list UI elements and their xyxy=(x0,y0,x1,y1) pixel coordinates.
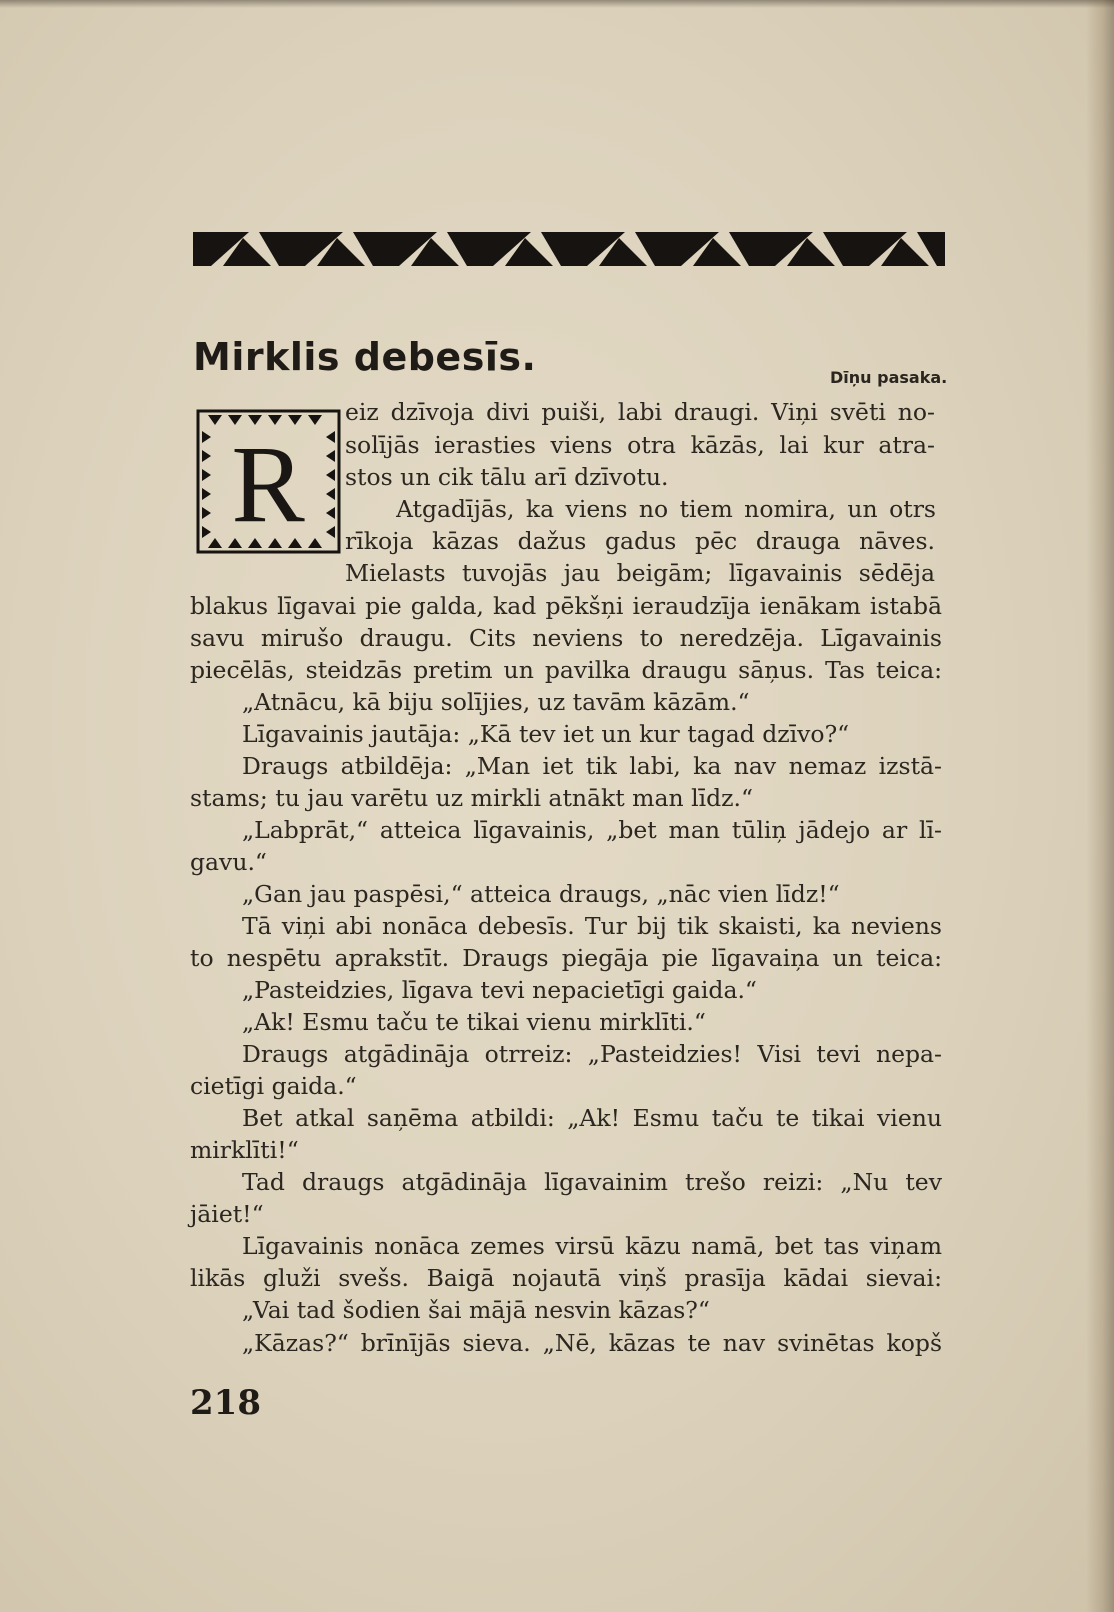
text-line: „Kāzas?“ brīnījās sieva. „Nē, kāzas te nav svinētas kopš xyxy=(242,1329,942,1357)
story-subtitle: Dīņu pasaka. xyxy=(830,368,948,387)
drop-cap-initial xyxy=(196,409,341,554)
text-line: rīkoja kāzas dažus gadus pēc drauga nāves. xyxy=(345,527,935,555)
text-line: likās gluži svešs. Baigā nojautā viņš prasīja kādai sievai: xyxy=(190,1264,942,1292)
text-line: gavu.“ xyxy=(190,848,267,876)
text-line: cietīgi gaida.“ xyxy=(190,1072,357,1100)
text-line: to nespētu aprakstīt. Draugs piegāja pie līgavaiņa un teica: xyxy=(190,944,942,972)
story-title: Mirklis debesīs. xyxy=(193,335,537,379)
text-line: Mielasts tuvojās jau beigām; līgavainis sēdēja xyxy=(345,559,935,587)
page-binding-edge xyxy=(1086,0,1114,1612)
page-top-edge xyxy=(0,0,1114,8)
text-line: mirklīti!“ xyxy=(190,1136,299,1164)
text-line: solījās ierasties viens otra kāzās, lai kur atra- xyxy=(345,431,935,459)
text-line: Līgavainis nonāca zemes virsū kāzu namā, bet tas viņam xyxy=(242,1232,942,1260)
text-line: „Labprāt,“ atteica līgavainis, „bet man tūliņ jādejo ar lī- xyxy=(242,816,942,844)
text-line: blakus līgavai pie galda, kad pēkšņi ieraudzīja ienākam istabā xyxy=(190,592,942,620)
page-number: 218 xyxy=(190,1383,261,1423)
text-line: piecēlās, steidzās pretim un pavilka draugu sāņus. Tas teica: xyxy=(190,656,942,684)
text-line: Līgavainis jautāja: „Kā tev iet un kur tagad dzīvo?“ xyxy=(242,720,850,748)
text-line: Draugs atbildēja: „Man iet tik labi, ka nav nemaz izstā- xyxy=(242,752,942,780)
text-line: eiz dzīvoja divi puiši, labi draugi. Viņi svēti no- xyxy=(345,398,935,426)
text-line: Tā viņi abi nonāca debesīs. Tur bij tik skaisti, ka neviens xyxy=(242,912,942,940)
drop-cap-letter: R xyxy=(231,423,305,545)
text-line: „Gan jau paspēsi,“ atteica draugs, „nāc vien līdz!“ xyxy=(242,880,840,908)
text-line: „Vai tad šodien šai mājā nesvin kāzas?“ xyxy=(242,1296,710,1324)
text-line: Draugs atgādināja otrreiz: „Pasteidzies! Visi tevi nepa- xyxy=(242,1040,942,1068)
text-line: jāiet!“ xyxy=(190,1200,264,1228)
text-line: stos un cik tālu arī dzīvotu. xyxy=(345,463,669,491)
text-line: Bet atkal saņēma atbildi: „Ak! Esmu taču te tikai vienu xyxy=(242,1104,942,1132)
text-line: „Pasteidzies, līgava tevi nepacietīgi gaida.“ xyxy=(242,976,757,1004)
text-line: stams; tu jau varētu uz mirkli atnākt man līdz.“ xyxy=(190,784,754,812)
text-line: savu mirušo draugu. Cits neviens to neredzēja. Līgavainis xyxy=(190,624,942,652)
text-line: „Ak! Esmu taču te tikai vienu mirklīti.“ xyxy=(242,1008,706,1036)
text-line: Atgadījās, ka viens no tiem nomira, un otrs xyxy=(396,495,936,523)
text-line: Tad draugs atgādināja līgavainim trešo reizi: „Nu tev xyxy=(242,1168,942,1196)
ornamental-border xyxy=(193,232,945,266)
text-line: „Atnācu, kā biju solījies, uz tavām kāzām.“ xyxy=(242,688,750,716)
